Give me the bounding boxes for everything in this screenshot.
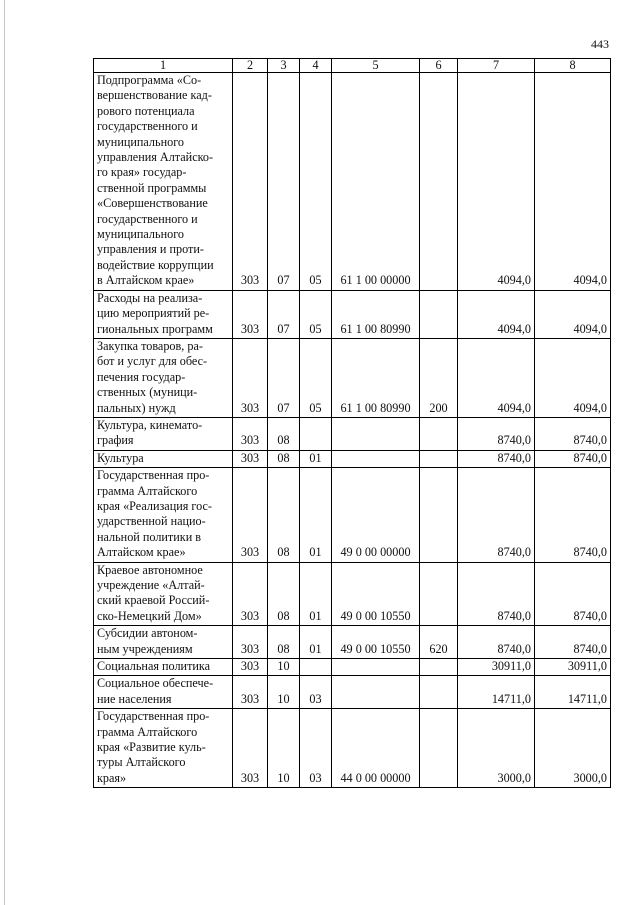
row-code-cell: 303 [233,338,268,417]
column-header: 2 [233,59,268,73]
row-code-cell: 303 [233,659,268,676]
row-amount-cell: 14711,0 [458,676,535,709]
row-subsection-cell: 03 [300,709,332,788]
table-row [94,626,611,659]
row-section-cell: 07 [268,338,300,417]
row-subsection-cell: 05 [300,290,332,338]
row-name-cell: Социальное обеспече- ние населения [94,676,233,709]
row-target-item-cell: 44 0 00 00000 [332,709,420,788]
row-amount-cell: 8740,0 [535,450,611,467]
row-amount-cell: 8740,0 [458,450,535,467]
row-name-cell: Подпрограмма «Со- вершенствование кад- рового потенциала государственного и муниципального управления Алтайско- го края» государ- ственной программы «Совершенствование государственного и муниципального управления и проти- водействие коррупции в Алтайском крае» [94,73,233,291]
row-expense-type-cell [420,290,458,338]
column-header: 1 [94,59,233,73]
row-section-cell: 07 [268,73,300,291]
row-expense-type-cell [420,562,458,626]
row-subsection-cell: 01 [300,562,332,626]
table-row [94,417,611,450]
row-subsection-cell: 01 [300,626,332,659]
budget-table [93,58,611,788]
row-code-cell: 303 [233,417,268,450]
table-row [94,562,611,626]
row-name-cell: Социальная политика [94,659,233,676]
row-amount-cell: 4094,0 [535,290,611,338]
row-amount-cell: 3000,0 [458,709,535,788]
row-target-item-cell: 61 1 00 80990 [332,290,420,338]
row-expense-type-cell [420,659,458,676]
table-row [94,468,611,562]
row-name-cell: Государственная про- грамма Алтайского края «Реализация гос- ударственной нацио- нальной политики в Алтайском крае» [94,468,233,562]
row-expense-type-cell [420,709,458,788]
row-section-cell: 08 [268,562,300,626]
row-name-cell: Культура [94,450,233,467]
row-name-cell: Закупка товаров, ра- бот и услуг для обес- печения государ- ственных (муници- пальных) нужд [94,338,233,417]
table-row [94,450,611,467]
row-amount-cell: 30911,0 [535,659,611,676]
row-code-cell: 303 [233,468,268,562]
row-subsection-cell: 05 [300,338,332,417]
row-target-item-cell [332,676,420,709]
row-amount-cell: 8740,0 [535,562,611,626]
row-section-cell: 08 [268,468,300,562]
row-code-cell: 303 [233,709,268,788]
row-subsection-cell: 01 [300,450,332,467]
row-amount-cell: 8740,0 [458,417,535,450]
column-header: 7 [458,59,535,73]
row-subsection-cell: 03 [300,676,332,709]
row-name-cell: Краевое автономное учреждение «Алтай- ский краевой Россий- ско-Немецкий Дом» [94,562,233,626]
row-target-item-cell [332,450,420,467]
row-section-cell: 07 [268,290,300,338]
row-target-item-cell: 61 1 00 00000 [332,73,420,291]
row-section-cell: 08 [268,417,300,450]
row-amount-cell: 8740,0 [458,468,535,562]
row-section-cell: 08 [268,626,300,659]
row-expense-type-cell: 200 [420,338,458,417]
row-section-cell: 08 [268,450,300,467]
table-row [94,338,611,417]
row-name-cell: Субсидии автоном- ным учреждениям [94,626,233,659]
row-code-cell: 303 [233,73,268,291]
table-row [94,73,611,291]
row-subsection-cell [300,659,332,676]
row-amount-cell: 4094,0 [458,73,535,291]
row-subsection-cell: 01 [300,468,332,562]
row-amount-cell: 4094,0 [535,73,611,291]
row-amount-cell: 14711,0 [535,676,611,709]
page-number: 443 [591,37,609,51]
row-section-cell: 10 [268,659,300,676]
row-amount-cell: 4094,0 [535,338,611,417]
row-code-cell: 303 [233,450,268,467]
column-header: 8 [535,59,611,73]
row-expense-type-cell [420,73,458,291]
row-amount-cell: 8740,0 [535,468,611,562]
row-target-item-cell [332,659,420,676]
row-code-cell: 303 [233,626,268,659]
row-expense-type-cell [420,676,458,709]
row-target-item-cell [332,417,420,450]
row-code-cell: 303 [233,290,268,338]
page-edge-line [4,0,5,905]
row-amount-cell: 8740,0 [535,417,611,450]
row-target-item-cell: 49 0 00 00000 [332,468,420,562]
row-amount-cell: 4094,0 [458,290,535,338]
row-amount-cell: 4094,0 [458,338,535,417]
table-row [94,659,611,676]
row-expense-type-cell [420,468,458,562]
row-target-item-cell: 61 1 00 80990 [332,338,420,417]
column-header: 6 [420,59,458,73]
row-expense-type-cell: 620 [420,626,458,659]
row-code-cell: 303 [233,676,268,709]
row-amount-cell: 8740,0 [458,562,535,626]
row-expense-type-cell [420,450,458,467]
row-amount-cell: 30911,0 [458,659,535,676]
column-header: 5 [332,59,420,73]
row-subsection-cell [300,417,332,450]
row-name-cell: Государственная про- грамма Алтайского края «Развитие куль- туры Алтайского края» [94,709,233,788]
table-row [94,290,611,338]
table-header-row [94,59,611,73]
row-section-cell: 10 [268,676,300,709]
row-subsection-cell: 05 [300,73,332,291]
row-expense-type-cell [420,417,458,450]
row-amount-cell: 8740,0 [458,626,535,659]
row-amount-cell: 8740,0 [535,626,611,659]
row-name-cell: Культура, кинемато- графия [94,417,233,450]
row-target-item-cell: 49 0 00 10550 [332,562,420,626]
table-row [94,709,611,788]
row-section-cell: 10 [268,709,300,788]
row-code-cell: 303 [233,562,268,626]
column-header: 3 [268,59,300,73]
row-target-item-cell: 49 0 00 10550 [332,626,420,659]
table-row [94,676,611,709]
row-amount-cell: 3000,0 [535,709,611,788]
row-name-cell: Расходы на реализа- цию мероприятий ре- гиональных программ [94,290,233,338]
column-header: 4 [300,59,332,73]
